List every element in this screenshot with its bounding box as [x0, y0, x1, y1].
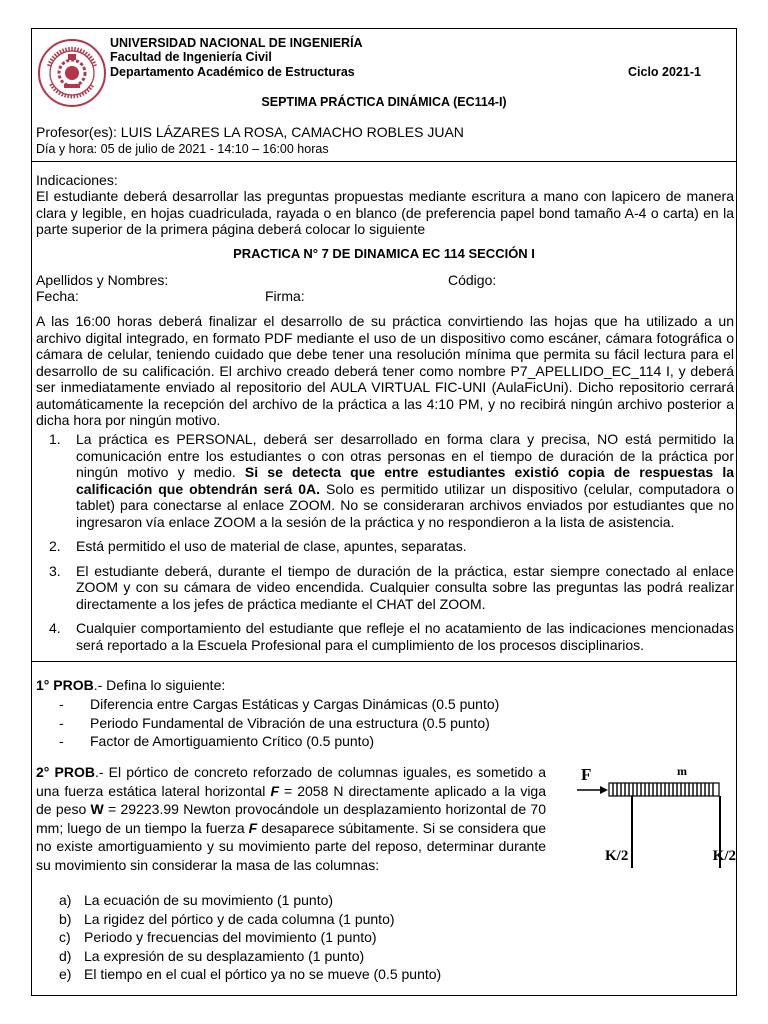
date-field-label: Fecha: [36, 288, 79, 304]
rules-list [36, 431, 734, 661]
datetime-line: Día y hora: 05 de julio de 2021 - 14:10 – 16:00 horas [36, 142, 329, 156]
code-field-label: Código: [448, 272, 497, 288]
exam-subtitle: SEPTIMA PRÁCTICA DINÁMICA (EC114-I) [261, 95, 507, 109]
list-item: d) La expresión de su desplazamiento (1 punto) [59, 947, 365, 964]
professors-line: Profesor(es): LUIS LÁZARES LA ROSA, CAMACHO ROBLES JUAN [36, 124, 464, 140]
rule-item: 4. Cualquier comportamiento del estudiante que refleje el no acatamiento de las indicaciones mencionadas será reportado a la Escuela Profesional para el cumplimiento de los procesos disciplinarios. [49, 620, 734, 653]
divider [32, 161, 736, 162]
list-item: - Diferencia entre Cargas Estáticas y Cargas Dinámicas (0.5 punto) [59, 696, 500, 712]
list-item: a) La ecuación de su movimiento (1 punto) [59, 892, 334, 908]
prob2-statement: 2° PROB.- El pórtico de concreto reforzado de columnas iguales, es sometido a una fuerza estática lateral horizontal F = 2058 N directamente aplicado a la viga de peso W = 29223.99 Newton provocándole un desplazamiento horizontal de 70 mm; luego de un tiempo la fuerza F desaparece súbitamente. Si se considera que no existe amortiguamiento y su movimiento parte del reposo, determinar durante su movimiento sin considerar la masa de las columnas: [36, 764, 546, 873]
divider [32, 661, 736, 662]
portal-frame-diagram [572, 764, 742, 879]
submission-instructions: A las 16:00 horas deberá finalizar el desarrollo de su práctica convirtiendo las hojas que ha utilizado a un archivo digital integrado, en formato PDF mediante el uso de un dispositivo como escáner, cámara fotográfica o cámara de celular, teniendo cuidado que debe tener una resolución mínima que permita su fácil lectura para el desarrollo de su calificación. El archivo creado deberá tener como nombre P7_APELLIDO_EC_114 I, y deberá ser inmediatamente enviado al repositorio del AULA VIRTUAL FIC-UNI (AulaFicUni). Dicho repositorio cerrará automáticamente la recepción del archivo de la práctica a las 4:10 PM, y no recibirá ningún archivo posterior a dicha hora por ningún motivo. [36, 313, 734, 428]
department-name: Departamento Académico de Estructuras [110, 65, 355, 79]
force-label: F [581, 765, 592, 784]
list-item: b) La rigidez del pórtico y de cada columna (1 punto) [59, 910, 395, 927]
rule-item: 1. La práctica es PERSONAL, deberá ser desarrollado en forma clara y precisa, NO está permitido la comunicación entre los estudiantes o con otras personas en el tiempo de duración de la práctica por ningún motivo y medio. Si se detecta que entre estudiantes existió copia de respuestas la calificación que obtendrán será 0A. Solo es permitido utilizar un dispositivo (celular, computadora o tablet) para conectarse al enlace ZOOM. No se consideraran archivos enviados por estudiantes que no ingresaron vía enlace ZOOM a la sesión de la práctica y no respondieron a la lista de asistencia. [49, 431, 734, 530]
mass-label: m [677, 764, 687, 778]
left-stiffness-label: K/2 [605, 848, 629, 864]
list-item: c) Periodo y frecuencias del movimiento (1 punto) [59, 929, 377, 945]
faculty-name: Facultad de Ingeniería Civil [110, 50, 272, 64]
rule-item: 2. Está permitido el uso de material de clase, apuntes, separatas. [49, 538, 467, 554]
indications-title: Indicaciones: [36, 172, 118, 188]
indications-text: El estudiante deberá desarrollar las preguntas propuestas mediante escritura a mano con lapicero de manera clara y legible, en hojas cuadriculada, rayada o en blanco (de preferencia papel bond tamaño A-4 o carta) en la parte superior de la primera página deberá colocar lo siguiente [36, 188, 734, 237]
prob2-items [56, 891, 441, 984]
prob1-heading: 1° PROB.- Defina lo siguiente: [36, 677, 226, 693]
exam-page [31, 28, 737, 996]
force-arrow-head [600, 786, 608, 794]
rule-item: 3. El estudiante deberá, durante el tiempo de duración de la práctica, estar siempre conectado al enlace ZOOM y con su cámara de video encendida. Cualquier consulta sobre las preguntas las podrá realizar directamente a los jefes de práctica mediante el CHAT del ZOOM. [49, 562, 734, 612]
cycle-label: Ciclo 2021-1 [628, 65, 701, 79]
university-name: UNIVERSIDAD NACIONAL DE INGENIERÍA [110, 36, 363, 50]
names-field-label: Apellidos y Nombres: [36, 272, 169, 288]
prob1-items [56, 695, 499, 751]
signature-field-label: Firma: [265, 288, 305, 304]
list-item: - Factor de Amortiguamiento Crítico (0.5 punto) [59, 733, 375, 749]
right-stiffness-label: K/2 [712, 848, 736, 864]
list-item: e) El tiempo en el cual el pórtico ya no se mueve (0.5 punto) [59, 966, 442, 982]
practice-title: PRACTICA N° 7 DE DINAMICA EC 114 SECCIÓN I [233, 246, 535, 261]
list-item: - Periodo Fundamental de Vibración de una estructura (0.5 punto) [59, 714, 490, 731]
